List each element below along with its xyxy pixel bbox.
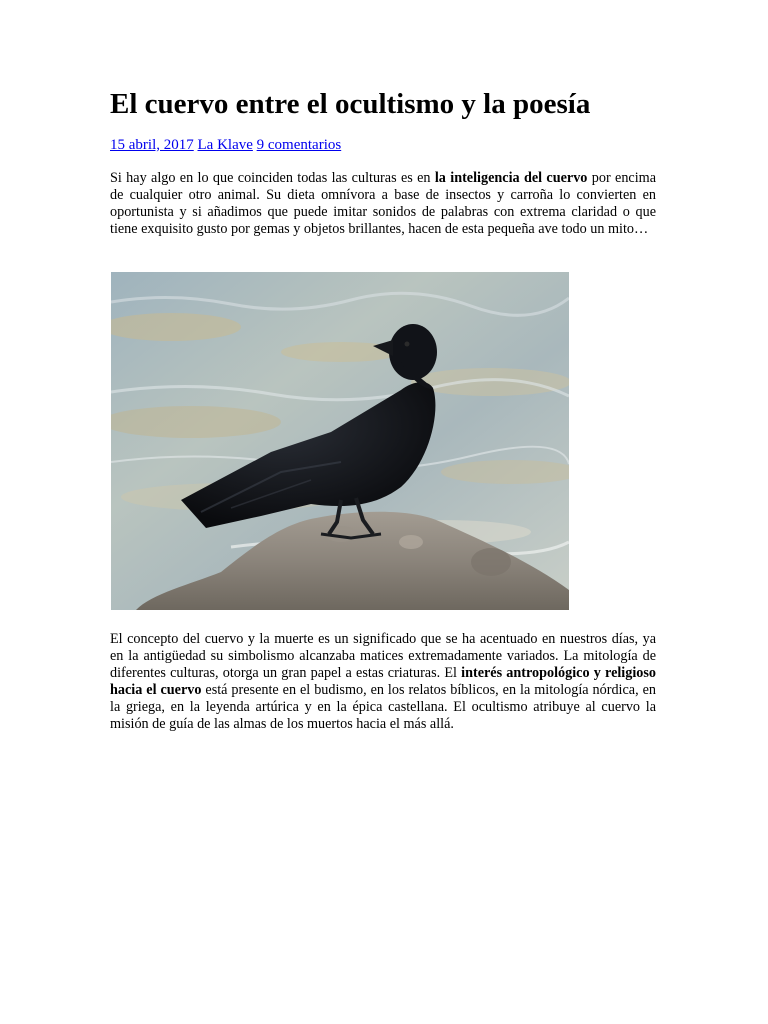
post-date-link[interactable]: 15 abril, 2017 [110, 137, 194, 153]
intro-paragraph [110, 170, 656, 238]
body-paragraph [110, 631, 656, 733]
post-meta [110, 136, 341, 154]
intro-bold-phrase: la inteligencia del cuervo [434, 170, 588, 186]
body-text-start: El concepto del cuervo y la muerte es un significado que se ha acentuado en nuestros días, ya en la antigüedad su simbolismo alcanzaba matices extremadamente variados. La mitología de diferentes culturas, otorga un gran papel a estas criaturas. El [110, 631, 656, 681]
body-text-end: está presente en el budismo, en los relatos bíblicos, en la mitología nórdica, en la griega, en la leyenda artúrica y en la épica castellana. El ocultismo atribuye al cuervo la misión de guía de las almas de los muertos hacia el más allá. [110, 682, 656, 732]
page-title: El cuervo entre el ocultismo y la poesía [110, 88, 591, 120]
intro-text-end: por encima de cualquier otro animal. Su dieta omnívora a base de insectos y carroña lo convierten en oportunista y si añadimos que puede imitar sonidos de palabras con extrema claridad o que tiene exquisito gusto por gemas y objetos brillantes, hacen de esta pequeña ave todo un mito… [110, 170, 656, 237]
comments-link[interactable]: 9 comentarios [256, 137, 342, 153]
author-link[interactable]: La Klave [197, 137, 253, 153]
intro-text-start: Si hay algo en lo que coinciden todas las culturas es en [110, 170, 435, 186]
body-bold-phrase: interés antropológico y religioso hacia el cuervo [110, 665, 656, 698]
crow-photo [111, 272, 569, 610]
